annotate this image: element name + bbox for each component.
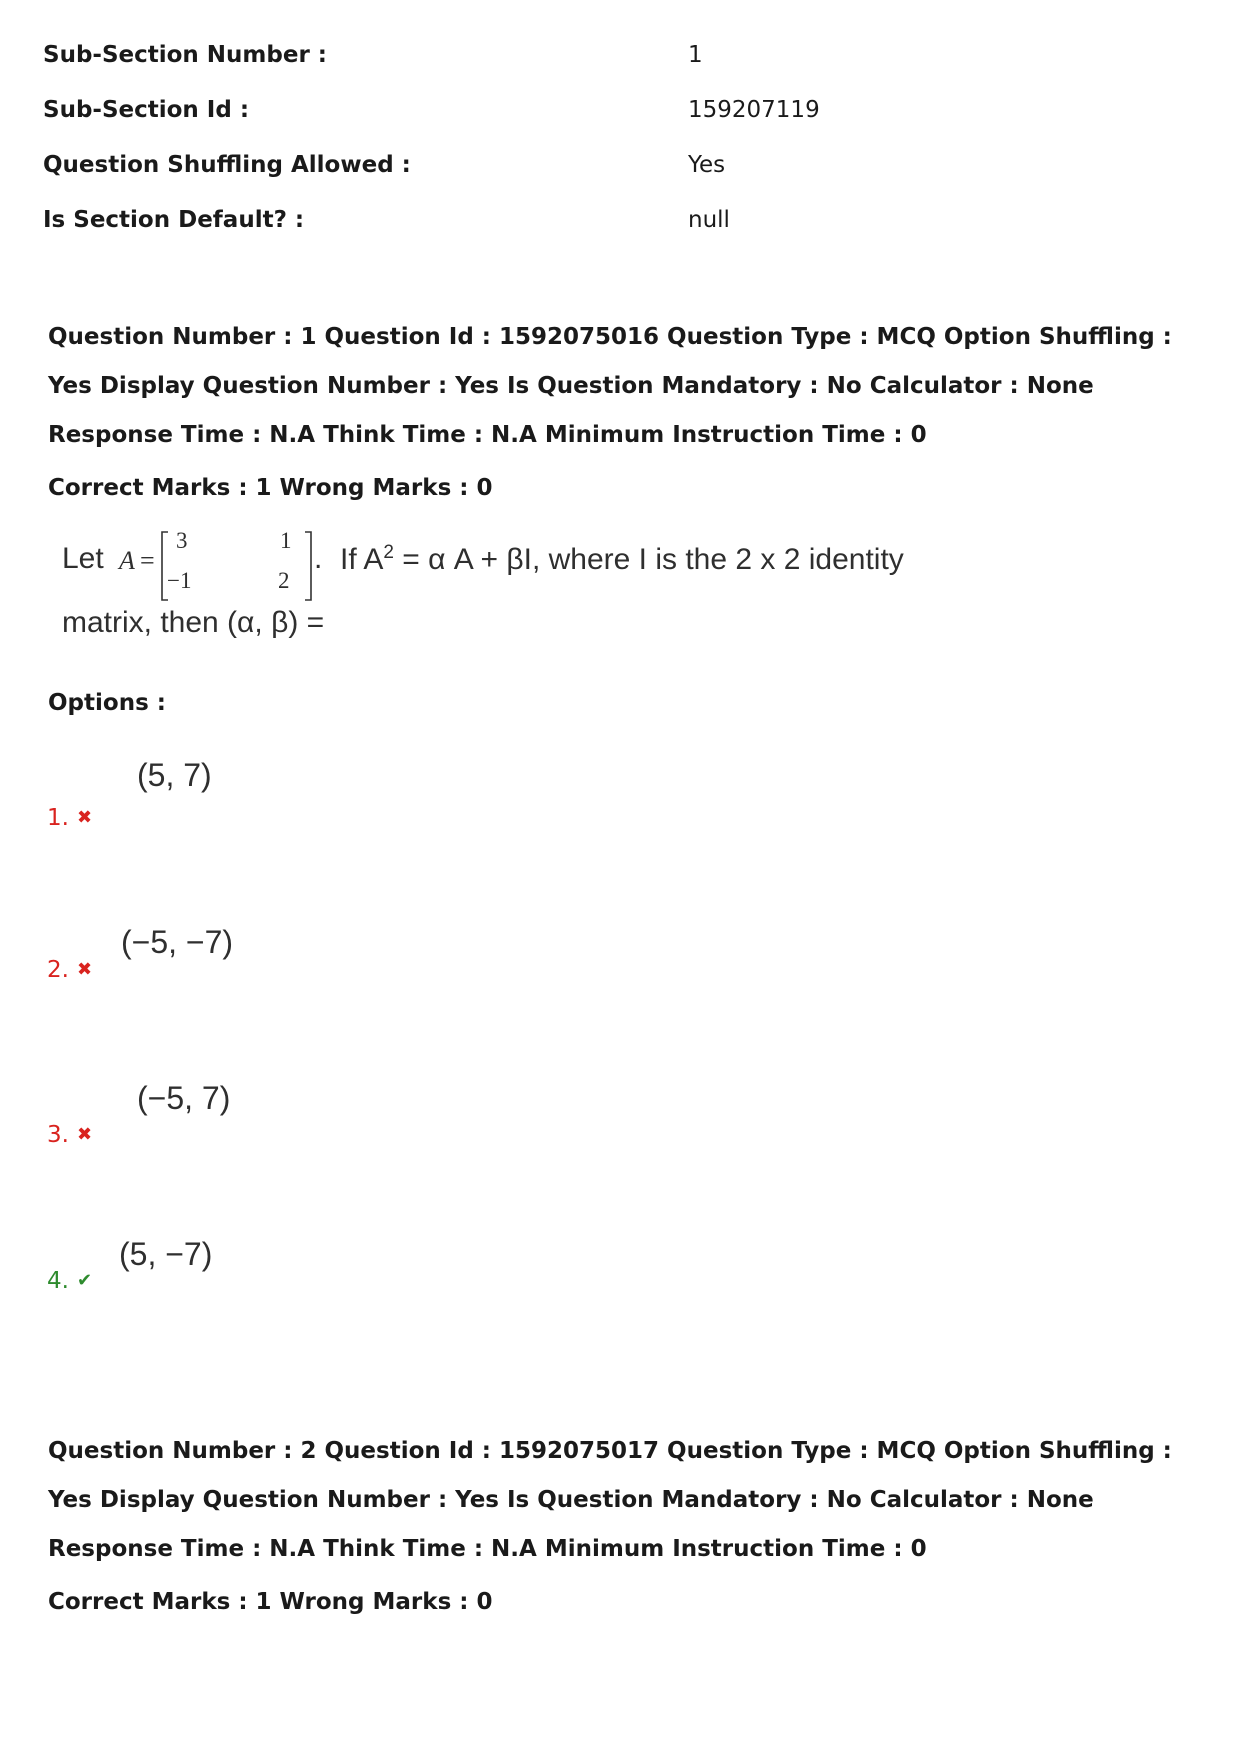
question-condition: [340, 542, 904, 577]
option-value: (5, 7): [137, 757, 212, 793]
question-meta: Question Number : 2 Question Id : 1592075017 Question Type : MCQ Option Shuffling : Yes Display Question Number : Yes Is Question Mandatory : No Calculator : None Response Time : N.A Think Time : N.A Minimum Instruction Time : 0: [48, 1438, 1172, 1562]
question-shuffling-value: Yes: [688, 152, 726, 178]
cross-icon: ✖: [76, 807, 93, 828]
question-marks: Correct Marks : 1 Wrong Marks : 0: [48, 1589, 493, 1615]
option-value: (5, −7): [119, 1236, 213, 1272]
option-value: (−5, −7): [121, 924, 234, 960]
question-shuffling-label: Question Shuffling Allowed :: [43, 152, 411, 178]
section-default-label: Is Section Default? :: [43, 207, 305, 233]
matrix-period: .: [314, 542, 323, 575]
matrix-a12: 1: [280, 528, 292, 553]
condition-prefix: If A: [340, 543, 384, 576]
subsection-id-label: Sub-Section Id :: [43, 97, 250, 123]
matrix-variable: A: [119, 546, 135, 575]
options-label: Options :: [48, 690, 166, 716]
option-number: 3. ✖: [47, 1122, 93, 1148]
condition-superscript: 2: [383, 542, 394, 563]
matrix-a11: 3: [176, 528, 188, 553]
matrix-a22: 2: [278, 568, 290, 593]
question-meta: Question Number : 1 Question Id : 1592075016 Question Type : MCQ Option Shuffling : Yes Display Question Number : Yes Is Question Mandatory : No Calculator : None Response Time : N.A Think Time : N.A Minimum Instruction Time : 0: [48, 324, 1172, 448]
cross-icon: ✖: [76, 959, 93, 980]
question-text-line2: matrix, then (α, β) =: [62, 606, 325, 639]
check-icon: ✔: [76, 1270, 93, 1291]
question-let: Let: [62, 542, 104, 575]
question-marks: Correct Marks : 1 Wrong Marks : 0: [48, 475, 493, 501]
section-default-value: null: [688, 207, 730, 233]
subsection-id-value: 159207119: [688, 97, 820, 123]
subsection-number-value: 1: [688, 42, 703, 68]
option-number: 2. ✖: [47, 957, 93, 983]
condition-suffix: = α A + βI, where I is the 2 x 2 identity: [393, 543, 904, 576]
option-number: 4. ✔: [47, 1268, 93, 1294]
option-number: 1. ✖: [47, 805, 93, 831]
matrix-equals: =: [140, 546, 155, 575]
cross-icon: ✖: [76, 1124, 93, 1145]
subsection-number-label: Sub-Section Number :: [43, 42, 328, 68]
matrix-a21: −1: [167, 568, 192, 593]
option-value: (−5, 7): [137, 1080, 231, 1116]
